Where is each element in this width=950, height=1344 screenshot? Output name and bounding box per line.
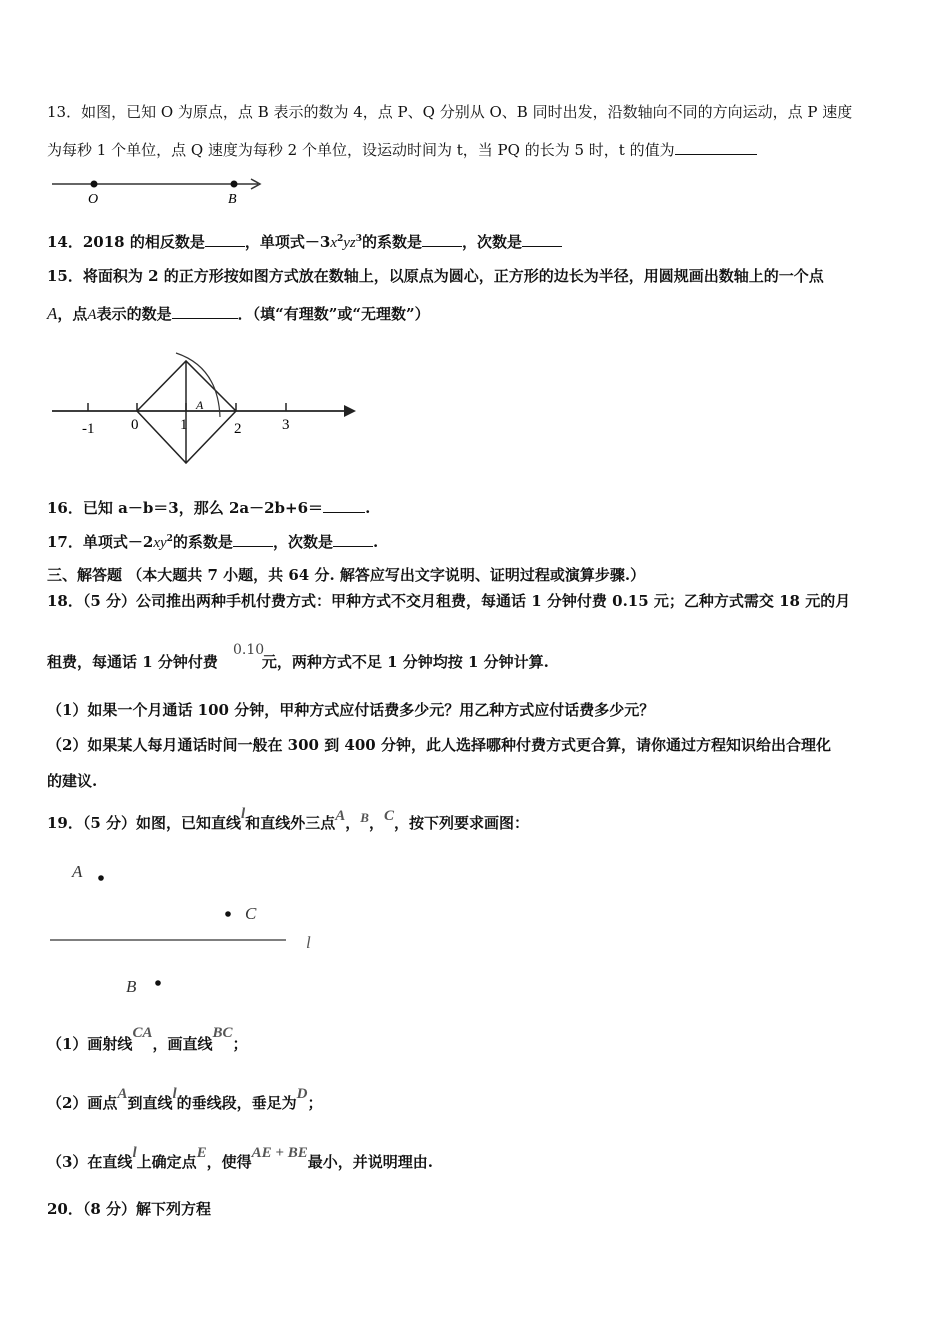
q19-sep-2: ， <box>368 814 384 832</box>
q14-blank-1 <box>205 232 245 247</box>
q19-sub3 <box>47 1145 433 1173</box>
q19-a: A <box>335 808 346 824</box>
q19-fig-label-l: l <box>306 933 311 952</box>
q15-label-2: 2 <box>234 421 242 437</box>
q19-sub1-ca: CA <box>132 1025 153 1041</box>
q18-line1: 18．（5 分）公司推出两种手机付费方式：甲种方式不交月租费，每通话 1 分钟付费 0.15 元；乙种方式需交 18 元的月 <box>47 592 851 610</box>
q15-blank <box>172 304 238 319</box>
q19-sub3-text-3: ，使得 <box>206 1153 252 1171</box>
q14-exp-3: 3 <box>355 234 363 244</box>
q17-text-1: 17．单项式－2 <box>47 533 154 551</box>
q18-sub2b: 的建议. <box>47 772 98 790</box>
q14-text-3: 的系数是 <box>362 233 423 251</box>
q19-sub1-text-2: ，画直线 <box>152 1035 213 1053</box>
q19-text-2: 和直线外三点 <box>245 814 336 832</box>
q14-var-z: z <box>349 235 356 251</box>
q19-sub2 <box>47 1086 323 1114</box>
q19-sub3-text-2: 上确定点 <box>136 1153 197 1171</box>
q17-exp-2: 2 <box>166 534 173 544</box>
q19-sub2-d: D <box>296 1086 308 1102</box>
q19-line <box>47 806 529 834</box>
q15-arrow <box>344 405 356 417</box>
q15-label-a: A <box>196 398 204 412</box>
q17-text-4: . <box>372 533 379 551</box>
q16-line <box>47 498 370 518</box>
q14-text-2: ，单项式－3 <box>244 233 331 251</box>
q19-fig-label-a: A <box>72 862 83 881</box>
q15-line2 <box>47 304 430 325</box>
q19-fig-label-b: B <box>126 977 137 996</box>
q19-sub2-a: A <box>117 1086 128 1102</box>
q19-sub3-l: l <box>132 1145 137 1161</box>
q17-text-3: ，次数是 <box>272 533 333 551</box>
q14-line <box>47 232 562 253</box>
q19-sep-1: ， <box>345 814 361 832</box>
q19-sub2-text-1: （2）画点 <box>47 1094 118 1112</box>
q19-sub3-text-4: 最小，并说明理由. <box>307 1153 433 1171</box>
section3-note: （本大题共 7 小题，共 64 分. 解答应写出文字说明、证明过程或演算步骤.） <box>127 566 646 584</box>
q19-sub2-l: l <box>172 1086 177 1102</box>
q19-sub2-text-3: 的垂线段，垂足为 <box>176 1094 297 1112</box>
q17-blank-1 <box>233 532 273 547</box>
q19-sub1-bc: BC <box>212 1025 233 1041</box>
q19-sub2-text-2: 到直线 <box>127 1094 173 1112</box>
q18-sub1: （1）如果一个月通话 100 分钟，甲种方式应付话费多少元？用乙种方式应付话费多少元？ <box>47 701 655 719</box>
q13-point-o <box>91 181 98 188</box>
q19-text-1: 19．（5 分）如图，已知直线 <box>47 814 242 832</box>
section3-title: 三、解答题 <box>47 566 123 584</box>
q19-sub1 <box>47 1025 248 1055</box>
q17-blank-2 <box>333 532 373 547</box>
q15-label-m1: -1 <box>82 421 95 437</box>
q19-fig-point-a <box>98 875 104 881</box>
q19-sub3-text-1: （3）在直线 <box>47 1153 133 1171</box>
q18-price: 0.10 <box>233 642 265 658</box>
q17-line <box>47 532 378 553</box>
q17-var-x: x <box>153 535 160 551</box>
q15-point-a: A <box>47 304 58 323</box>
q14-text-1: 14．2018 的相反数是 <box>47 233 205 251</box>
q14-text-4: ，次数是 <box>462 233 523 251</box>
q15-square-figure <box>48 345 368 470</box>
q13-label-o: O <box>88 192 99 207</box>
q17-var-y: y <box>159 535 167 551</box>
q13-label-b: B <box>228 192 237 207</box>
q19-sub1-text-3: ； <box>232 1035 248 1053</box>
q19-fig-point-b <box>155 980 161 986</box>
q14-blank-3 <box>522 232 562 247</box>
q19-sub2-text-4: ； <box>307 1094 323 1112</box>
q15-text-2: 表示的数是 <box>96 305 172 323</box>
q19-b: B <box>360 810 369 825</box>
q18-line2 <box>47 652 549 672</box>
q16-blank <box>323 498 365 513</box>
q19-text-3: ，按下列要求画图： <box>393 814 529 832</box>
q18-text-1: 租费，每通话 1 分钟付费 <box>47 653 218 671</box>
q16-text-2: . <box>365 499 371 517</box>
q13-line2 <box>47 140 757 160</box>
q19-fig-label-c: C <box>245 904 257 923</box>
q14-exp-2: 2 <box>336 234 344 244</box>
q13-answer-blank <box>675 140 757 155</box>
q15-label-3: 3 <box>282 417 290 433</box>
q17-text-2: 的系数是 <box>172 533 233 551</box>
q18-text-2: 元，两种方式不足 1 分钟均按 1 分钟计算. <box>261 653 549 671</box>
q20-line: 20．（8 分）解下列方程 <box>47 1200 212 1218</box>
q15-text-3: ．（填“有理数”或“无理数”） <box>237 305 430 323</box>
q19-sub1-text-1: （1）画射线 <box>47 1035 133 1053</box>
q13-point-b <box>231 181 238 188</box>
q14-blank-2 <box>422 232 462 247</box>
q16-text-1: 16．已知 a－b＝3，那么 2a－2b+6＝ <box>47 499 324 517</box>
q19-c: C <box>383 808 394 824</box>
q14-var-y: y <box>343 235 350 251</box>
q19-l: l <box>241 806 246 822</box>
q19-sub3-e: E <box>196 1145 207 1161</box>
q15-label-0: 0 <box>131 417 139 433</box>
q15-line1: 15．将面积为 2 的正方形按如图方式放在数轴上，以原点为圆心，正方形的边长为半径，用圆规画出数轴上的一个点 <box>47 267 824 285</box>
q19-sub3-expr: AE + BE <box>251 1145 308 1161</box>
q13-line1: 13．如图，已知 O 为原点，点 B 表示的数为 4，点 P、Q 分别从 O、B 同时出发，沿数轴向不同的方向运动，点 P 速度 <box>47 103 853 121</box>
q14-var-x: x <box>330 235 337 251</box>
q15-text-1: ，点 <box>57 305 88 323</box>
q19-points-figure <box>48 855 338 1005</box>
q15-point-a-2: A <box>87 307 97 323</box>
q13-number-line-figure <box>48 172 278 212</box>
q18-sub2a: （2）如果某人每月通话时间一般在 300 到 400 分钟，此人选择哪种付费方式更合算，请你通过方程知识给出合理化 <box>47 736 831 754</box>
q19-fig-point-c <box>225 911 231 917</box>
q15-label-1: 1 <box>180 417 188 433</box>
q13-line2-text: 为每秒 1 个单位，点 Q 速度为每秒 2 个单位，设运动时间为 t，当 PQ 的长为 5 时，t 的值为 <box>47 141 675 159</box>
section3-heading <box>47 565 645 585</box>
